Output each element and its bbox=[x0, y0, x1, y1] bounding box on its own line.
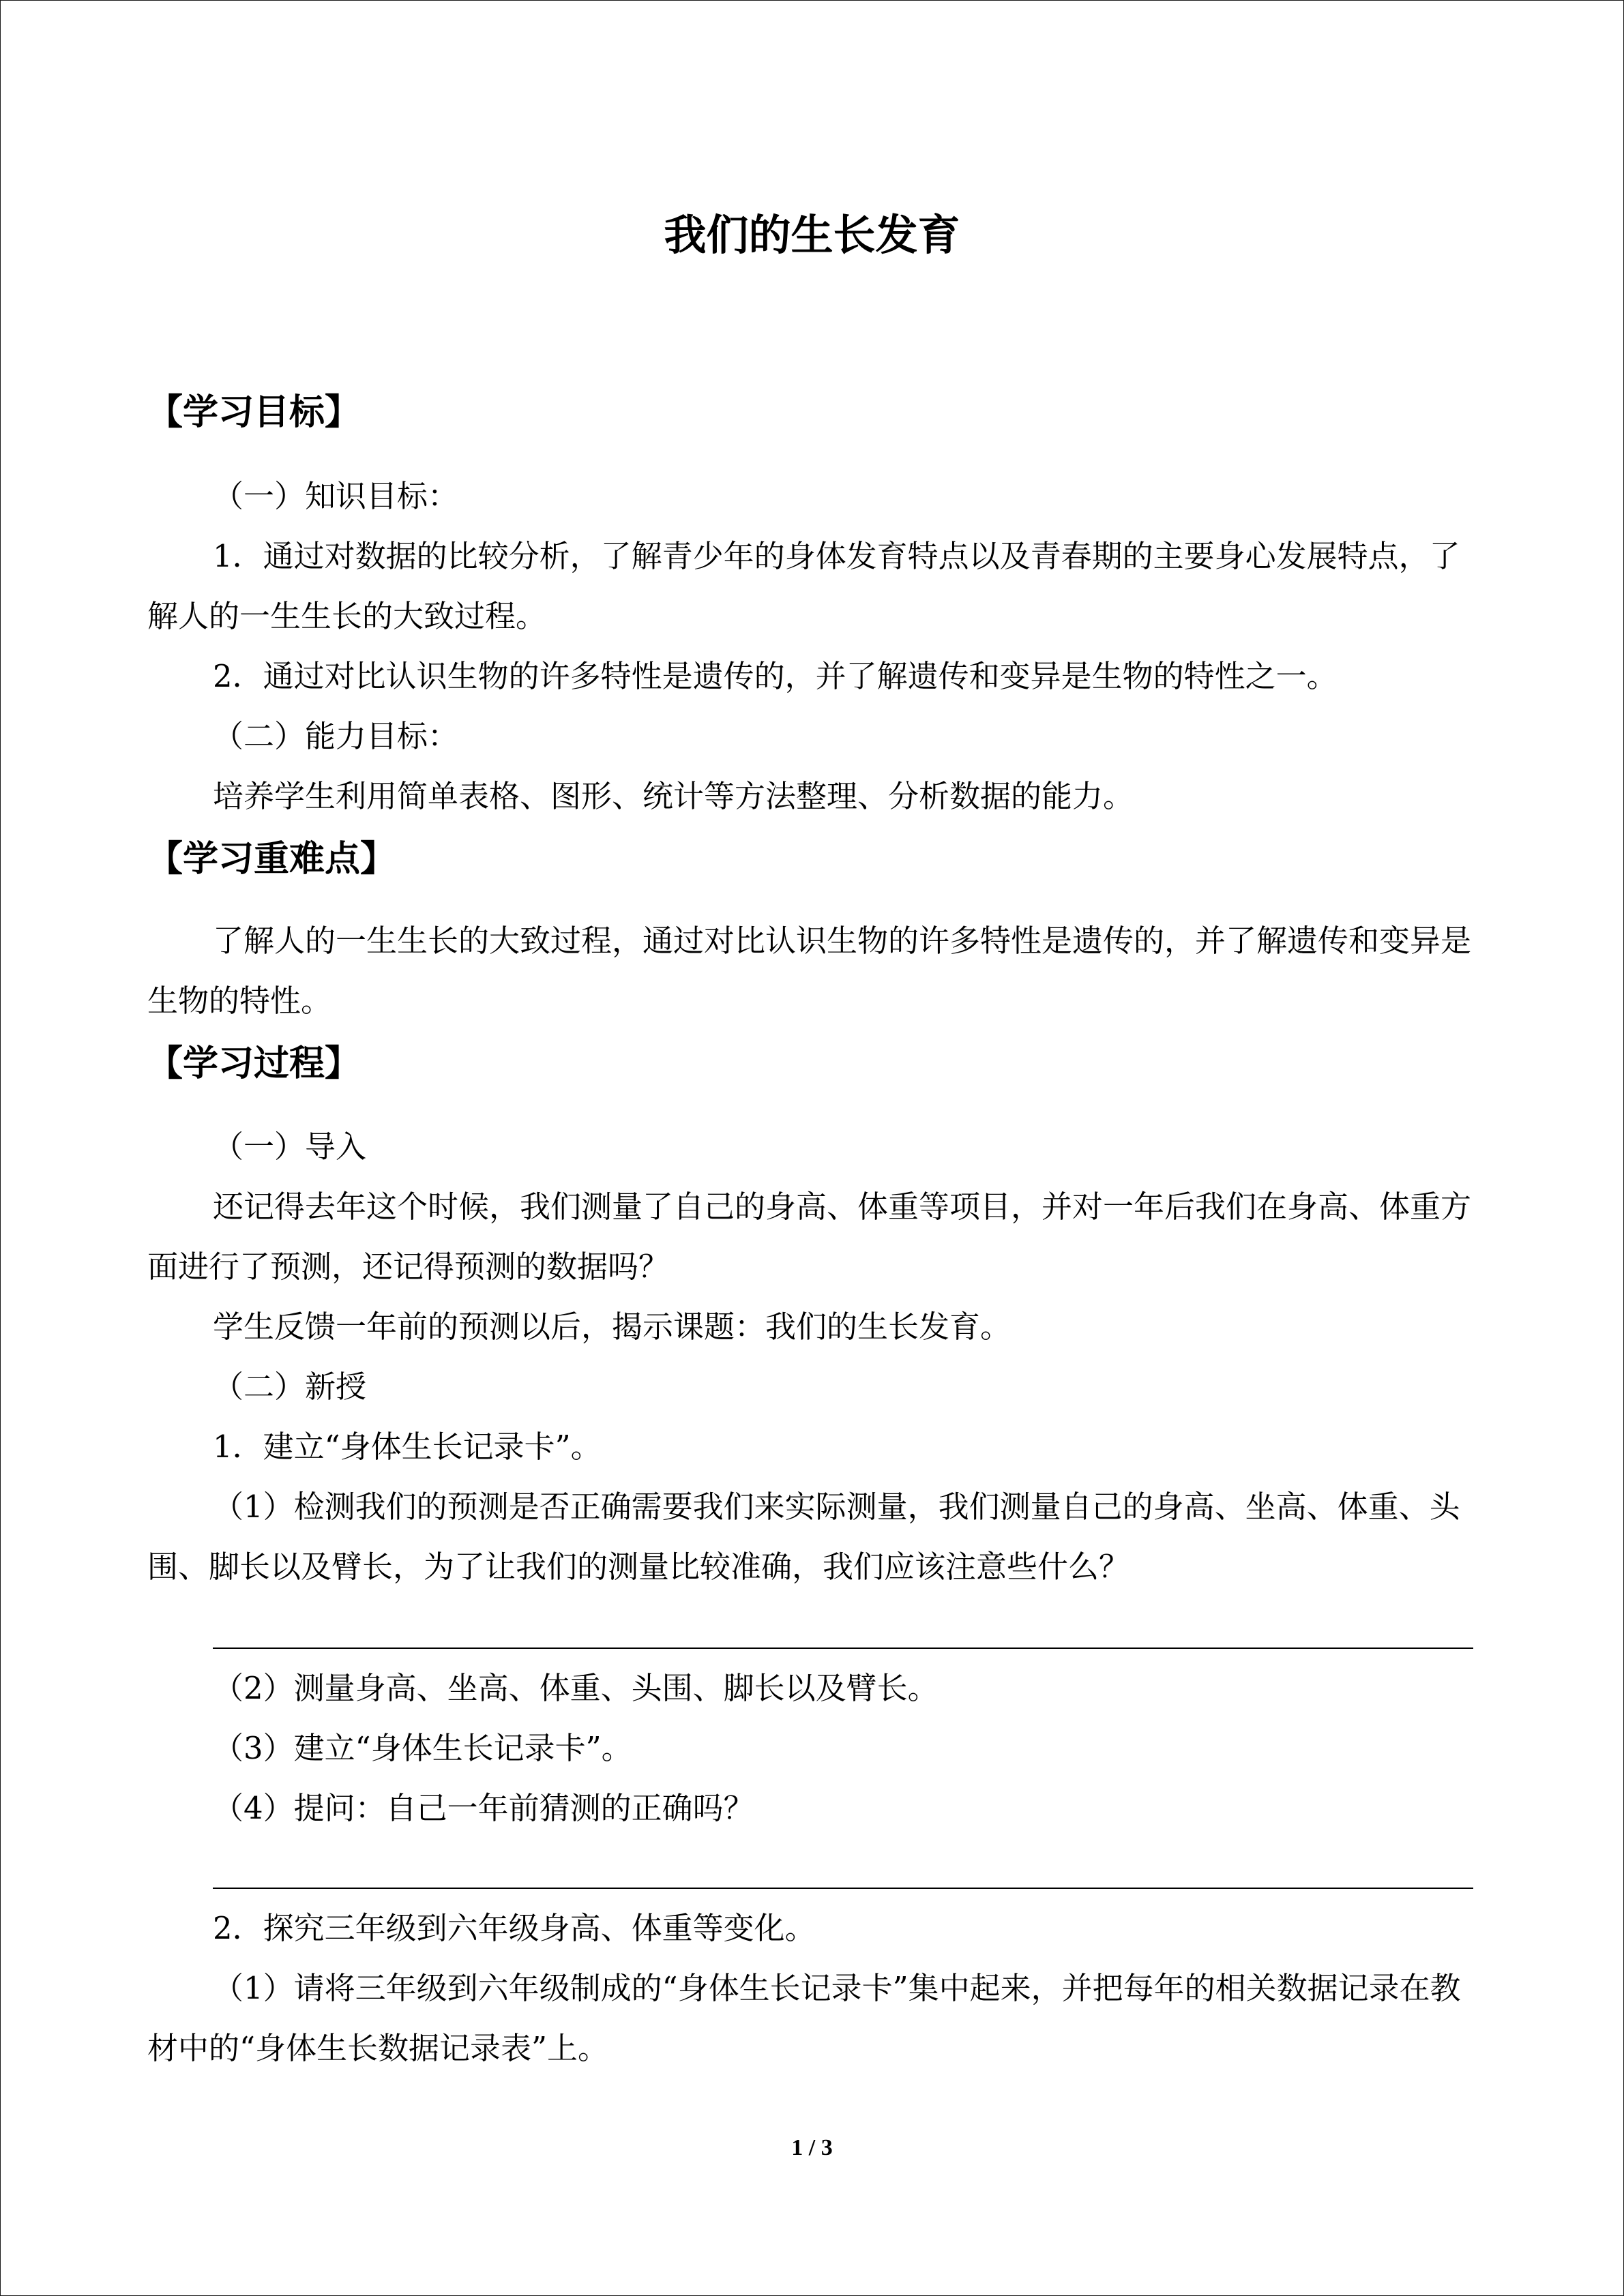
heading-objectives: 【学习目标】 bbox=[147, 392, 361, 433]
step1-question-4: （4）提问：自己一年前猜测的正确吗？ bbox=[213, 1790, 754, 1826]
ability-goals-text: 培养学生利用简单表格、图形、统计等方法整理、分析数据的能力。 bbox=[213, 778, 1134, 814]
intro-text: 还记得去年这个时候，我们测量了自己的身高、体重等项目，并对一年后我们在身高、体重方面进行了预测，还记得预测的数据吗？ bbox=[147, 1189, 1472, 1285]
step1-title: 1．建立“身体生长记录卡”。 bbox=[213, 1429, 602, 1465]
page-number: 1 / 3 bbox=[791, 2135, 833, 2160]
answer-line-2[interactable] bbox=[213, 1888, 1473, 1889]
objective-item-2: 2．通过对比认识生物的许多特性是遗传的，并了解遗传和变异是生物的特性之一。 bbox=[213, 658, 1338, 694]
ability-goals-label: （二）能力目标： bbox=[213, 718, 459, 754]
step1-question-2: （2）测量身高、坐高、体重、头围、脚长以及臂长。 bbox=[213, 1670, 939, 1706]
objective-item-1: 1．通过对数据的比较分析，了解青少年的身体发育特点以及青春期的主要身心发展特点，了解人的一生生长的大致过程。 bbox=[147, 538, 1460, 634]
intro-label: （一）导入 bbox=[213, 1129, 367, 1165]
page-title: 我们的生长发育 bbox=[664, 210, 960, 260]
answer-line-1[interactable] bbox=[213, 1648, 1473, 1649]
step1-question-1: （1）检测我们的预测是否正确需要我们来实际测量，我们测量自己的身高、坐高、体重、头围、脚长以及臂长，为了让我们的测量比较准确，我们应该注意些什么？ bbox=[147, 1489, 1460, 1585]
heading-key-points: 【学习重难点】 bbox=[147, 839, 396, 880]
knowledge-goals-label: （一）知识目标： bbox=[213, 478, 459, 514]
key-points-text: 了解人的一生生长的大致过程，通过对比认识生物的许多特性是遗传的，并了解遗传和变异是生物的特性。 bbox=[147, 923, 1472, 1019]
heading-process: 【学习过程】 bbox=[147, 1043, 361, 1084]
new-lesson-label: （二）新授 bbox=[213, 1369, 367, 1405]
feedback-text: 学生反馈一年前的预测以后，揭示课题：我们的生长发育。 bbox=[213, 1309, 1012, 1345]
step2-title: 2．探究三年级到六年级身高、体重等变化。 bbox=[213, 1910, 816, 1946]
step2-question-1: （1）请将三年级到六年级制成的“身体生长记录卡”集中起来，并把每年的相关数据记录在教材中的“身体生长数据记录表”上。 bbox=[147, 1970, 1461, 2066]
step1-question-3: （3）建立“身体生长记录卡”。 bbox=[213, 1730, 632, 1766]
